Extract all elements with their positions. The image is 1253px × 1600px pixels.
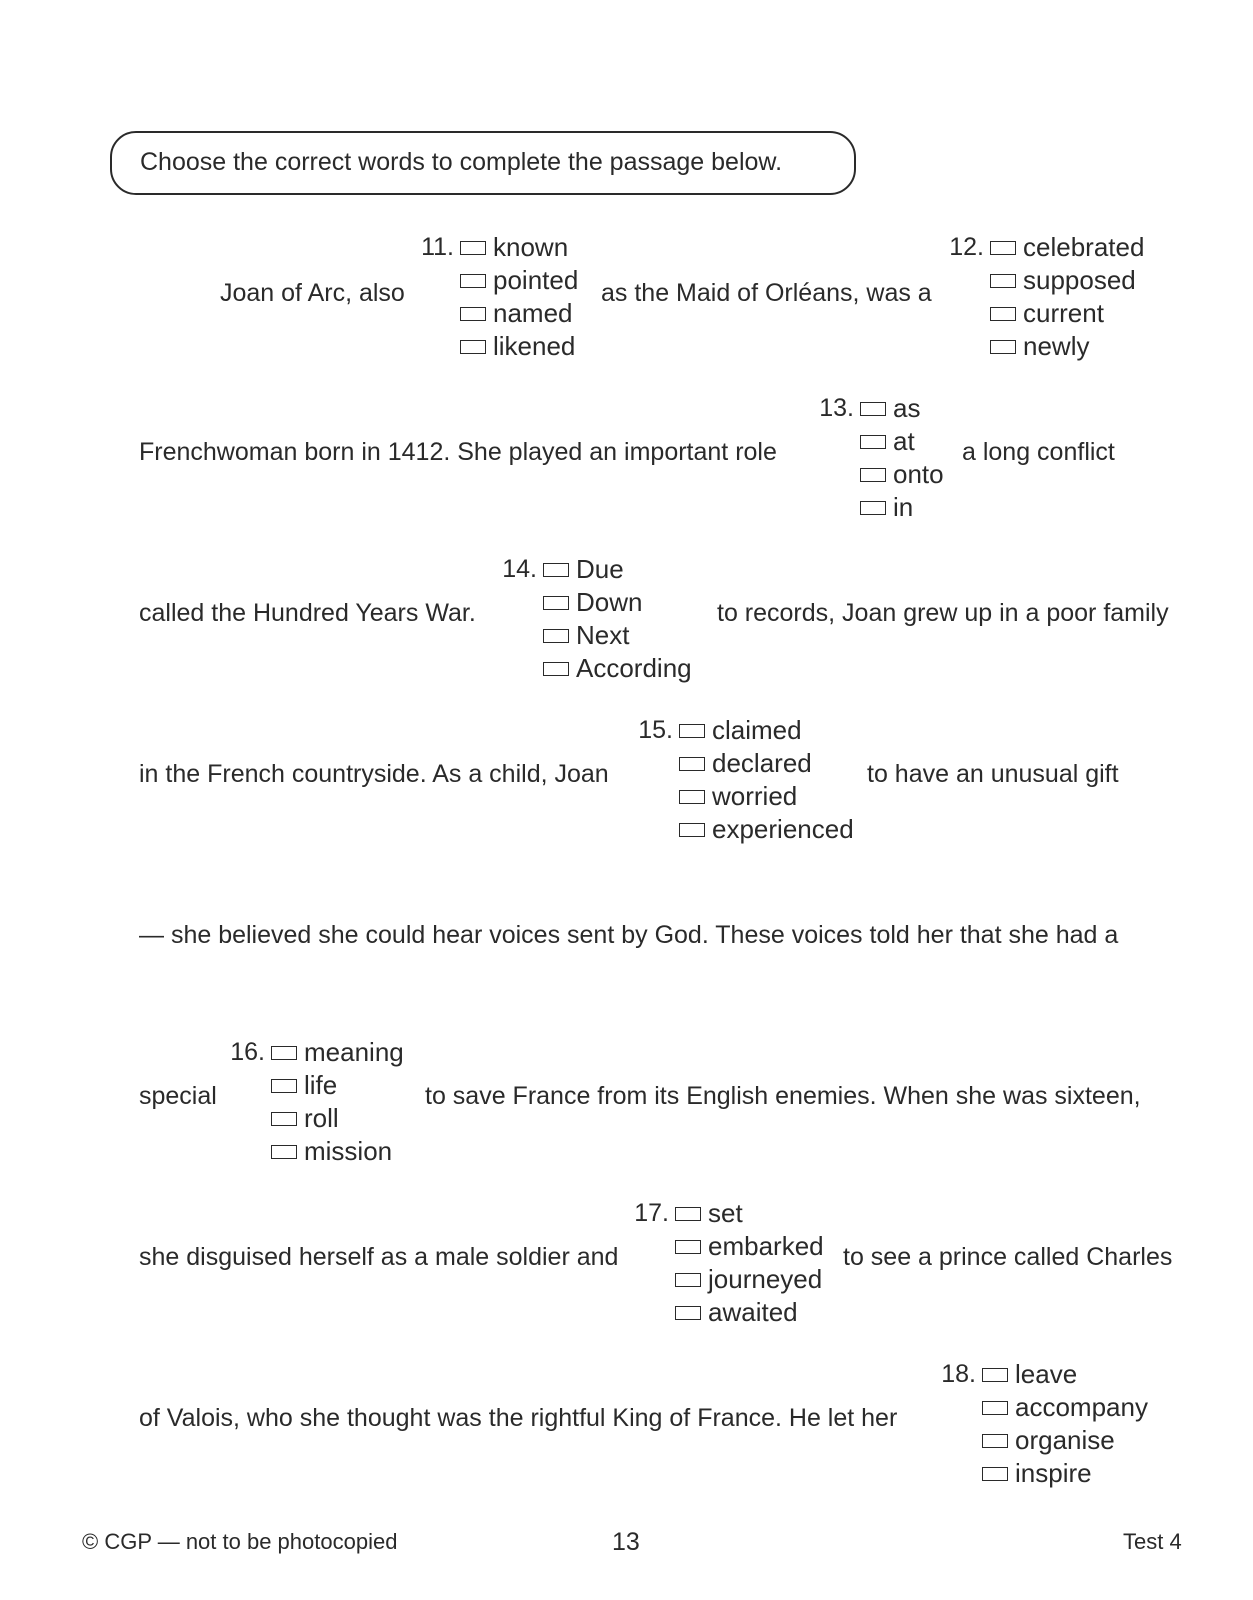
option-label: inspire [1015, 1458, 1092, 1488]
passage-text: to records, Joan grew up in a poor family [717, 599, 1169, 627]
option-mission[interactable] [271, 1135, 531, 1168]
option-current[interactable] [990, 297, 1250, 330]
checkbox[interactable] [679, 724, 705, 738]
option-pointed[interactable] [460, 264, 720, 297]
option-accompany[interactable] [982, 1391, 1242, 1424]
checkbox[interactable] [675, 1207, 701, 1221]
question-number: 11. [421, 233, 454, 261]
option-awaited[interactable] [675, 1296, 935, 1329]
question-number: 17. [634, 1199, 669, 1227]
option-journeyed[interactable] [675, 1263, 935, 1296]
question-14-options [502, 553, 803, 685]
question-number: 15. [638, 716, 673, 744]
checkbox[interactable] [675, 1240, 701, 1254]
question-15-options [638, 714, 939, 846]
option-as[interactable] [860, 392, 1120, 425]
option-label: life [304, 1070, 338, 1100]
option-embarked[interactable] [675, 1230, 935, 1263]
passage-text: as the Maid of Orléans, was a [601, 279, 932, 307]
option-label: onto [893, 459, 944, 489]
checkbox[interactable] [460, 307, 486, 321]
question-18-options [941, 1358, 1242, 1490]
option-due[interactable] [543, 553, 803, 586]
checkbox[interactable] [860, 402, 886, 416]
checkbox[interactable] [271, 1145, 297, 1159]
checkbox[interactable] [679, 757, 705, 771]
option-label: pointed [493, 265, 579, 295]
option-according[interactable] [543, 652, 803, 685]
checkbox[interactable] [460, 241, 486, 255]
checkbox[interactable] [860, 435, 886, 449]
option-label: in [893, 492, 914, 522]
checkbox[interactable] [990, 340, 1016, 354]
checkbox[interactable] [460, 340, 486, 354]
option-label: supposed [1023, 265, 1136, 295]
page-number: 13 [612, 1528, 640, 1556]
question-number: 16. [230, 1038, 265, 1066]
passage-text: to save France from its English enemies. When she was sixteen, [425, 1082, 1141, 1110]
option-likened[interactable] [460, 330, 720, 363]
question-number: 12. [949, 233, 984, 261]
option-label: journeyed [708, 1264, 823, 1294]
option-worried[interactable] [679, 780, 939, 813]
instruction-text: Choose the correct words to complete the passage below. [140, 148, 783, 176]
option-label: named [493, 298, 573, 328]
option-label: organise [1015, 1425, 1115, 1455]
checkbox[interactable] [543, 629, 569, 643]
question-number: 14. [502, 555, 537, 583]
option-label: claimed [712, 715, 802, 745]
checkbox[interactable] [271, 1079, 297, 1093]
checkbox[interactable] [675, 1306, 701, 1320]
option-claimed[interactable] [679, 714, 939, 747]
test-label: Test 4 [1123, 1529, 1182, 1554]
question-13-options [819, 392, 1120, 524]
checkbox[interactable] [860, 501, 886, 515]
option-celebrated[interactable] [990, 231, 1250, 264]
checkbox[interactable] [271, 1046, 297, 1060]
checkbox[interactable] [982, 1368, 1008, 1382]
passage-text: — she believed she could hear voices sent by God. These voices told her that she had a [139, 921, 1119, 949]
checkbox[interactable] [679, 790, 705, 804]
option-down[interactable] [543, 586, 803, 619]
option-in[interactable] [860, 491, 1120, 524]
question-number: 18. [941, 1360, 976, 1388]
option-life[interactable] [271, 1069, 531, 1102]
option-label: accompany [1015, 1392, 1148, 1422]
checkbox[interactable] [990, 241, 1016, 255]
question-11-options [421, 231, 720, 363]
option-label: newly [1023, 331, 1090, 361]
option-label: likened [493, 331, 576, 361]
option-label: experienced [712, 814, 854, 844]
option-label: According [576, 653, 692, 683]
option-label: meaning [304, 1037, 404, 1067]
passage-text: of Valois, who she thought was the rightful King of France. He let her [139, 1404, 898, 1432]
question-12-options [949, 231, 1250, 363]
question-16-options [230, 1036, 531, 1168]
option-label: leave [1015, 1359, 1078, 1389]
passage-text: to see a prince called Charles [843, 1243, 1173, 1271]
option-label: embarked [708, 1231, 824, 1261]
option-experienced[interactable] [679, 813, 939, 846]
option-label: worried [712, 781, 798, 811]
question-17-options [634, 1197, 935, 1329]
option-label: declared [712, 748, 812, 778]
checkbox[interactable] [543, 563, 569, 577]
checkbox[interactable] [271, 1112, 297, 1126]
instruction-box [110, 131, 856, 195]
option-known[interactable] [460, 231, 720, 264]
checkbox[interactable] [990, 274, 1016, 288]
option-roll[interactable] [271, 1102, 531, 1135]
passage-text: Joan of Arc, also [220, 279, 405, 307]
option-label: set [708, 1198, 743, 1228]
option-label: Due [576, 554, 624, 584]
checkbox[interactable] [460, 274, 486, 288]
option-label: awaited [708, 1297, 798, 1327]
checkbox[interactable] [543, 596, 569, 610]
option-set[interactable] [675, 1197, 935, 1230]
passage-text: Frenchwoman born in 1412. She played an important role [139, 438, 777, 466]
checkbox[interactable] [679, 823, 705, 837]
option-organise[interactable] [982, 1424, 1242, 1457]
passage-text: special [139, 1082, 217, 1110]
checkbox[interactable] [982, 1467, 1008, 1481]
option-inspire[interactable] [982, 1457, 1242, 1490]
option-supposed[interactable] [990, 264, 1250, 297]
option-declared[interactable] [679, 747, 939, 780]
option-leave[interactable] [982, 1358, 1242, 1391]
option-newly[interactable] [990, 330, 1250, 363]
option-meaning[interactable] [271, 1036, 531, 1069]
option-next[interactable] [543, 619, 803, 652]
passage-text: a long conflict [962, 438, 1115, 466]
option-label: celebrated [1023, 232, 1145, 262]
option-named[interactable] [460, 297, 720, 330]
passage-text: called the Hundred Years War. [139, 599, 476, 627]
passage-text: she disguised herself as a male soldier and [139, 1243, 619, 1271]
option-label: at [893, 426, 915, 456]
checkbox[interactable] [543, 662, 569, 676]
option-label: Down [576, 587, 643, 617]
option-label: Next [576, 620, 630, 650]
question-number: 13. [819, 394, 854, 422]
option-at[interactable] [860, 425, 1120, 458]
option-onto[interactable] [860, 458, 1120, 491]
checkbox[interactable] [860, 468, 886, 482]
copyright-notice: © CGP — not to be photocopied [82, 1529, 398, 1554]
passage-text: to have an unusual gift [867, 760, 1119, 788]
checkbox[interactable] [675, 1273, 701, 1287]
passage-text: in the French countryside. As a child, Joan [139, 760, 609, 788]
option-label: as [893, 393, 921, 423]
checkbox[interactable] [982, 1401, 1008, 1415]
option-label: current [1023, 298, 1104, 328]
checkbox[interactable] [982, 1434, 1008, 1448]
option-label: roll [304, 1103, 339, 1133]
checkbox[interactable] [990, 307, 1016, 321]
option-label: known [493, 232, 569, 262]
option-label: mission [304, 1136, 393, 1166]
